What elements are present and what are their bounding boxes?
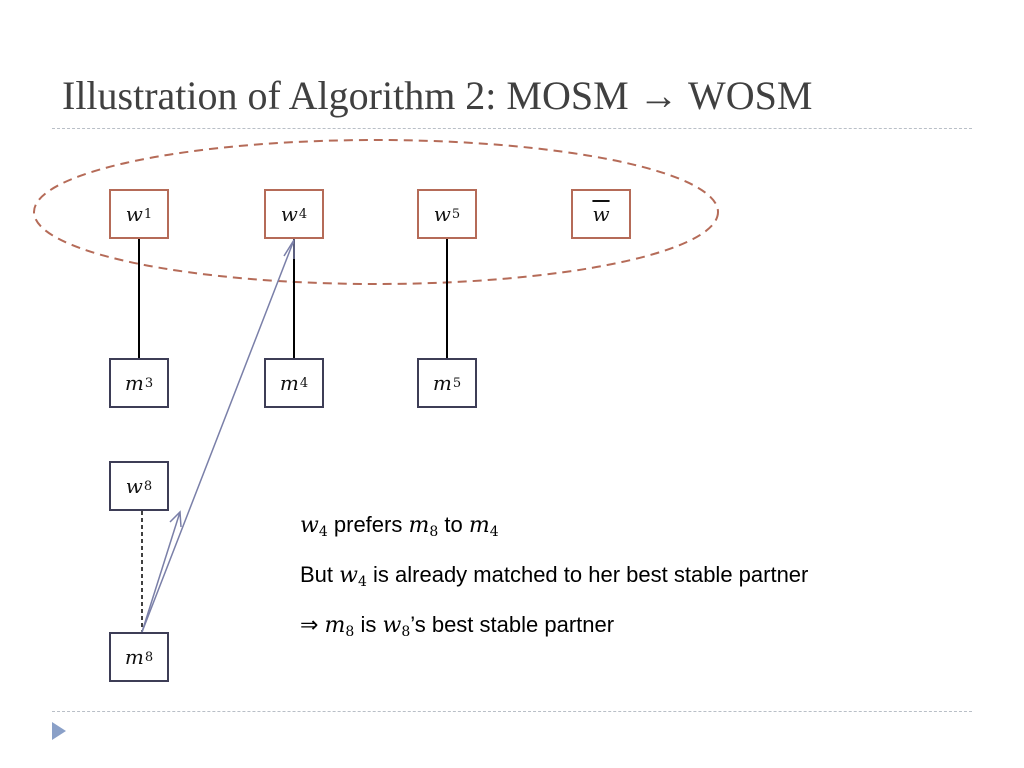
implies-symbol: ⇒ xyxy=(300,612,325,637)
stmt3-text-2: ’s best stable partner xyxy=(410,612,615,637)
node-w8-letter: w xyxy=(125,474,143,498)
node-w-bar-letter: $\overline{w}$ xyxy=(592,202,610,226)
stmt1-var-a: $w_4$ xyxy=(300,513,328,540)
stmt3-var-a: $m_8$ xyxy=(324,613,355,640)
stmt2-text-0: But xyxy=(300,562,340,587)
statement-conclusion xyxy=(300,612,614,640)
statement-already-matched xyxy=(300,562,808,590)
arrow-m8-to-w8 xyxy=(142,512,180,632)
arrow-m8-to-w4-head xyxy=(284,240,294,259)
node-m3 xyxy=(109,358,169,408)
node-w5 xyxy=(417,189,477,239)
node-m5-sub: 5 xyxy=(452,375,462,391)
stmt1-text-1: prefers xyxy=(327,512,409,537)
stmt1-var-c: $m_4$ xyxy=(468,513,499,540)
node-m3-sub: 3 xyxy=(144,375,154,391)
node-w8 xyxy=(109,461,169,511)
node-m5 xyxy=(417,358,477,408)
node-m4-letter: m xyxy=(279,371,299,395)
triangle-bullet-icon xyxy=(52,722,66,740)
node-w5-letter: w xyxy=(433,202,451,226)
node-w1 xyxy=(109,189,169,239)
slide-title: Illustration of Algorithm 2: MOSM → WOSM xyxy=(62,73,813,118)
node-m3-letter: m xyxy=(124,371,144,395)
stmt1-text-2: to xyxy=(438,512,469,537)
footer-divider xyxy=(52,711,972,712)
node-m4 xyxy=(264,358,324,408)
node-w4-letter: w xyxy=(280,202,298,226)
node-m5-letter: m xyxy=(432,371,452,395)
node-m8 xyxy=(109,632,169,682)
node-w1-letter: w xyxy=(125,202,143,226)
node-w1-sub: 1 xyxy=(143,206,153,222)
stmt1-var-b: $m_8$ xyxy=(408,513,439,540)
stmt3-text-1: is xyxy=(354,612,383,637)
statement-preference xyxy=(300,512,499,540)
node-m8-letter: m xyxy=(124,645,144,669)
stmt2-var-a: $w_4$ xyxy=(339,563,367,590)
node-w5-sub: 5 xyxy=(451,206,461,222)
node-w-bar xyxy=(571,189,631,239)
stmt2-text-1: is already matched to her best stable partner xyxy=(366,562,809,587)
stmt3-var-b: $w_8$ xyxy=(382,613,411,640)
node-w8-sub: 8 xyxy=(143,478,153,494)
node-w4-sub: 4 xyxy=(298,206,308,222)
arrow-m8-to-w4 xyxy=(142,240,294,632)
node-w4 xyxy=(264,189,324,239)
node-m4-sub: 4 xyxy=(299,375,309,391)
node-m8-sub: 8 xyxy=(144,649,154,665)
